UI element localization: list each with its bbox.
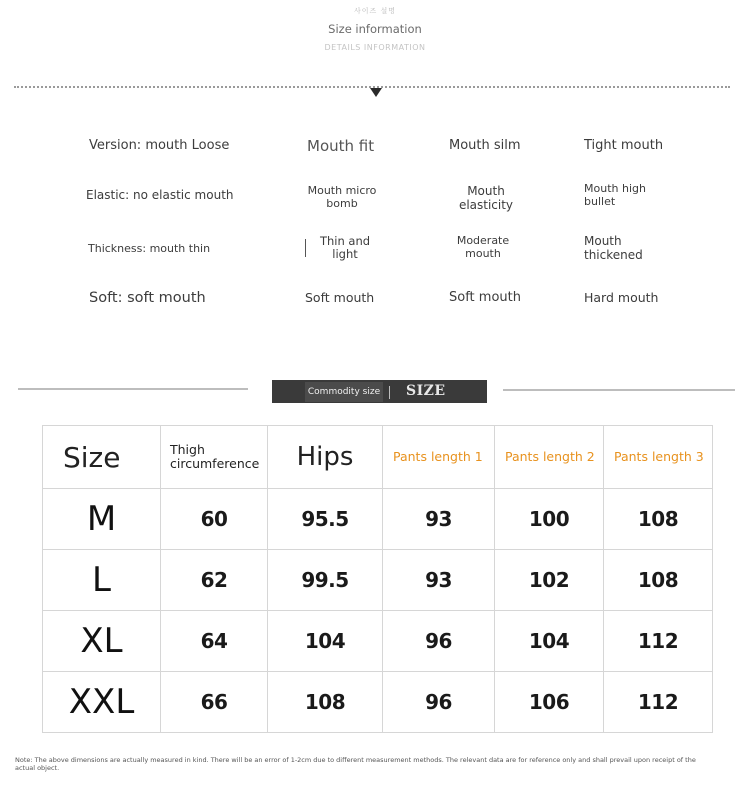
thigh-cell: 66: [161, 672, 268, 733]
header-thigh: Thigh circumference: [161, 426, 268, 489]
thigh-cell: 64: [161, 611, 268, 672]
size-cell: M: [43, 489, 161, 550]
attr-thickness-option-2: Moderate mouth: [456, 234, 510, 260]
pants-length-3-cell: 108: [604, 489, 713, 550]
pants-length-1-cell: 96: [383, 672, 495, 733]
attr-elastic-option-3: Mouth high bullet: [584, 182, 646, 208]
page-title: Size information: [328, 22, 422, 36]
measurement-note: Note: The above dimensions are actually measured in kind. There will be an error of 1-2cm due to different measurement methods. The relevant data are for reference only and shall prevail upon receipt of the actual object.: [15, 756, 696, 773]
page-subtitle: DETAILS INFORMATION: [324, 43, 426, 52]
table-header-row: [43, 426, 713, 489]
attr-elastic-label: Elastic: no elastic mouth: [86, 188, 234, 202]
pants-length-3-cell: 108: [604, 550, 713, 611]
size-cell: L: [43, 550, 161, 611]
attr-version-option-3: Tight mouth: [584, 138, 664, 153]
attr-soft-option-2: Soft mouth: [449, 290, 521, 305]
size-cell: XXL: [43, 672, 161, 733]
attr-version-option-1: Mouth fit: [307, 137, 375, 155]
attr-thickness-label: Thickness: mouth thin: [88, 242, 211, 255]
header-pants-length-3: Pants length 3: [604, 426, 713, 489]
divider-bar: [305, 239, 306, 257]
pants-length-1-cell: 96: [383, 611, 495, 672]
attr-version-label: Version: mouth Loose: [89, 138, 230, 153]
pants-length-2-cell: 100: [495, 489, 604, 550]
pants-length-2-cell: 104: [495, 611, 604, 672]
hips-cell: 104: [268, 611, 383, 672]
pants-length-3-cell: 112: [604, 611, 713, 672]
header-pants-length-1: Pants length 1: [383, 426, 495, 489]
triangle-down-icon: [370, 88, 382, 97]
banner-separator: [389, 386, 390, 399]
attr-soft-option-3: Hard mouth: [584, 290, 659, 305]
attr-soft-option-1: Soft mouth: [305, 290, 375, 305]
attr-elastic-option-1: Mouth micro bomb: [307, 184, 377, 210]
thigh-cell: 60: [161, 489, 268, 550]
pants-length-1-cell: 93: [383, 489, 495, 550]
attr-elastic-option-2: Mouth elasticity: [458, 184, 514, 212]
banner-size-title: SIZE: [406, 383, 446, 399]
pants-length-2-cell: 106: [495, 672, 604, 733]
hips-cell: 108: [268, 672, 383, 733]
size-cell: XL: [43, 611, 161, 672]
thigh-cell: 62: [161, 550, 268, 611]
pants-length-1-cell: 93: [383, 550, 495, 611]
table-row: [43, 611, 713, 672]
header-hips: Hips: [268, 426, 383, 489]
attr-thickness-option-1: Thin and light: [319, 234, 371, 262]
header-pants-length-2: Pants length 2: [495, 426, 604, 489]
table-row: [43, 550, 713, 611]
banner-rule-right: [503, 389, 735, 391]
header-korean-text: 사이즈 설명: [353, 7, 397, 15]
attr-soft-label: Soft: soft mouth: [89, 290, 206, 306]
hips-cell: 95.5: [268, 489, 383, 550]
attr-version-option-2: Mouth silm: [449, 138, 521, 153]
pants-length-3-cell: 112: [604, 672, 713, 733]
hips-cell: 99.5: [268, 550, 383, 611]
table-row: [43, 672, 713, 733]
pants-length-2-cell: 102: [495, 550, 604, 611]
table-row: [43, 489, 713, 550]
size-table: [42, 425, 712, 733]
banner-commodity-size: Commodity size: [305, 382, 383, 402]
banner-rule-left: [18, 388, 248, 390]
header-size: Size: [43, 426, 161, 489]
attr-thickness-option-3: Mouth thickened: [584, 234, 643, 262]
